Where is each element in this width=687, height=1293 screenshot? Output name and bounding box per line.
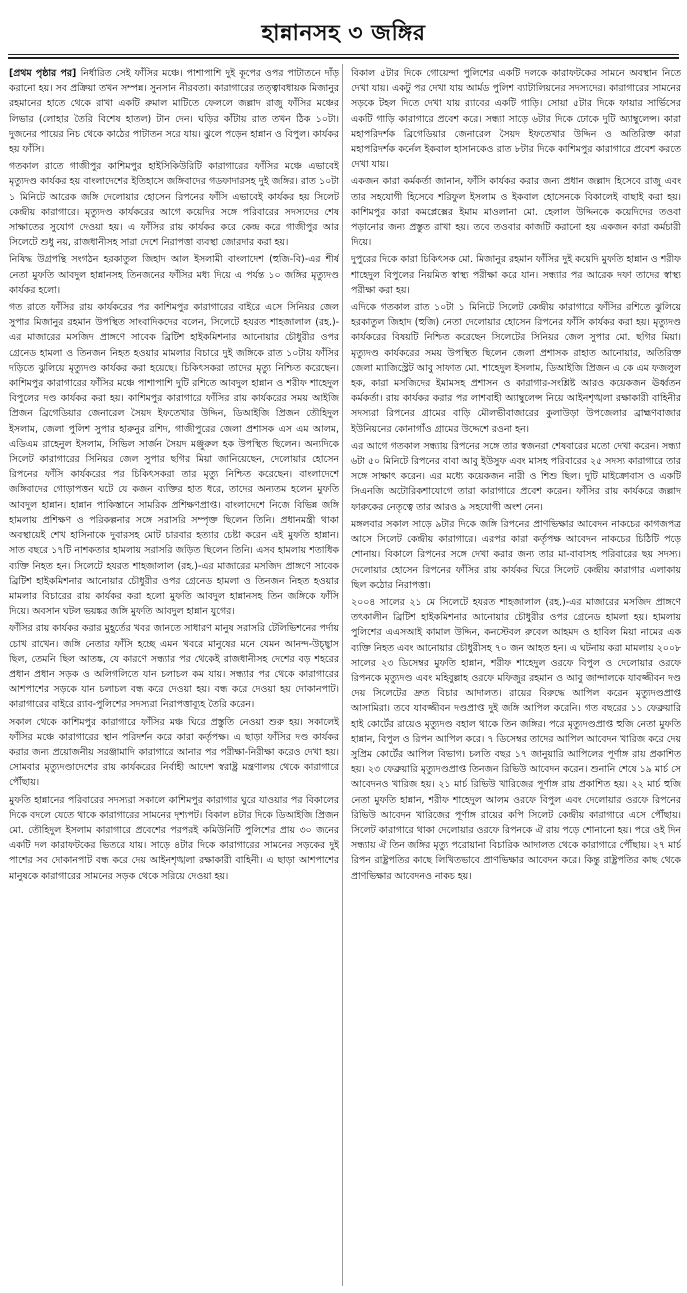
paragraph: সকাল থেকে কাশিমপুর কারাগারে ফাঁসির মঞ্চ ঘিরে প্রস্তুতি নেওয়া শুরু হয়। সকালেই ফাঁসির মঞ্চে কারাগারের স্থান পরিদর্শন করে কারা কর্তৃপক্ষ। এ ছাড়া ফাঁসির দণ্ড কার্যকর করার জন্য প্রয়োজনীয় সরঞ্জামাদি কারাগারে আনার পর পরীক্ষা-নিরীক্ষা করেও দেখা হয়। সোমবার মৃত্যুদণ্ডাদেশের রায় কার্যকরের নির্বাহী আদেশ স্বরাষ্ট্র মন্ত্রণালয় থেকে কারাগারে পৌঁছায়। — [9, 716, 339, 789]
headline-rule — [8, 54, 679, 55]
paragraph-text: নির্ধারিত সেই ফাঁসির মঞ্চে। পাশাপাশি দুই কূপের ওপর পাটাতনে দাঁড় করানো হয়। সব প্রক্রিয়া তখন সম্পন্ন। সুনসান নীরবতা। কারাগারের তত্ত্বাবধায়ক মিজানুর রহমানের হাতে থেকে রাখা একটি রুমাল মাটিতে ফেললে জল্লাদ রাজু ফাঁসির মঞ্চের লিভার (লোহার তৈরি বিশেষ হাতল) টান দেন। ঘড়ির কাঁটায় রাত তখন ঠিক ১০টা। দুজনের পায়ের নিচ থেকে কাঠের পাটাতন সরে যায়। ঝুলে পড়েন হান্নান ও বিপুল। কার্যকর হয় ফাঁসি। — [9, 68, 339, 156]
right-column — [351, 66, 681, 1282]
paragraph: এদিকে গতকাল রাত ১০টা ১ মিনিটে সিলেট কেন্দ্রীয় কারাগারে ফাঁসির রশিতে ঝুলিয়ে হরকাতুল জিহাদ (হুজি) নেতা দেলোয়ার হোসেন রিপনের ফাঁসি কার্যকর করা হয়। মৃত্যুদণ্ড কার্যকরের বিষয়টি নিশ্চিত করেছেন সিলেটের সিনিয়র জেল সুপার মো. ছগির মিয়া। মৃত্যুদণ্ড কার্যকরের সময় উপস্থিত ছিলেন জেলা প্রশাসক রাহাত আনোয়ার, অতিরিক্ত জেলা ম্যাজিস্ট্রেট আবু সাফাত মো. শাহেদুল ইসলাম, ডিআইজি প্রিজন এ কে এম ফজলুল হক, কারা মসজিদের ইমামসহ প্রশাসন ও কারাগার-সংশ্লিষ্ট আরও কয়েকজন ঊর্ধ্বতন কর্মকর্তা। রায় কার্যকর করার পর লাশবাহী অ্যাম্বুলেন্স নিয়ে আইনশৃঙ্খলা রক্ষাকারী বাহিনীর সদস্যরা রিপনের গ্রামের বাড়ি মৌলভীবাজারের কুলাউড়া উপজেলার ব্রাহ্মণবাজার ইউনিয়নের কোনাগাঁও গ্রামের উদ্দেশে রওনা হন। — [351, 302, 681, 435]
paragraph: গতকাল রাতে গাজীপুর কাশিমপুর হাইসিকিউরিটি কারাগারের ফাঁসির মঞ্চে এভাবেই মৃত্যুদণ্ড কার্যকর হয় বাংলাদেশের ইতিহাসে জঙ্গিবাদের গডফাদারসহ দুই জঙ্গির। রাত ১০টা ১ মিনিটে আরেক জঙ্গি দেলোয়ার হোসেন রিপনের ফাঁসি এভাবেই কার্যকর হয় সিলেট কেন্দ্রীয় কারাগারে। মৃত্যুদণ্ড কার্যকরের আগে কয়েদির সঙ্গে পরিবারের সদস্যদের শেষ সাক্ষাতের সুযোগ দেওয়া হয়। এ ফাঁসির রায় কার্যকর করে কেন্দ্র করে গাজীপুর আর সিলেটে শুধু নয়, রাজধানীসহ সারা দেশে নিরাপত্তা ব্যবস্থা জোরদার করা হয়। — [9, 161, 339, 249]
paragraph: নিষিদ্ধ উগ্রপন্থি সংগঠন হরকাতুল জিহাদ আল ইসলামী বাংলাদেশ (হুজি-বি)-এর শীর্ষ নেতা মুফতি আবদুল হান্নানসহ তিনজনের ফাঁসির মধ্য দিয়ে এ পর্যন্ত ১০ জঙ্গির মৃত্যুদণ্ড কার্যকর হলো। — [9, 254, 339, 296]
paragraph — [9, 66, 339, 157]
paragraph: মুফতি হান্নানের পরিবারের সদস্যরা সকালে কাশিমপুর কারাগার ঘুরে যাওয়ার পর বিকালের দিকে বদলে যেতে থাকে কারাগারের সামনের দৃশ্যপট। বিকাল ৪টার দিকে ডিআইজি প্রিজন মো. তৌহিদুল ইসলাম কারাগারে প্রবেশের পরপরই কমিউনিটি পুলিশের প্রায় ৩০ জনের একটি দল কারাফটকের ভিতরে যায়। সাড়ে ৪টার দিকে কারাগারের সামনের সড়কের দুই পাশের সব দোকানপাট বন্ধ করে দেয় আইনশৃঙ্খলা রক্ষাকারী বাহিনী। এ ছাড়া আশপাশের মানুষকে কারাগারের সামনের সড়ক থেকে সরিয়ে দেওয়া হয়। — [9, 794, 339, 882]
paragraph: মঙ্গলবার সকাল সাড়ে ৯টার দিকে জঙ্গি রিপনের প্রাণভিক্ষার আবেদন নাকচের কাগজপত্র আসে সিলেট কেন্দ্রীয় কারাগারে। এরপর কারা কর্তৃপক্ষ আবেদন নাকচের চিঠিটি পড়ে শোনায়। বিকালে রিপনের সঙ্গে দেখা করার জন্য তার মা-বাবাসহ পরিবারের ছয় সদস্য। দেলোয়ার হোসেন রিপনের ফাঁসির রায় কার্যকর ঘিরে সিলেট কেন্দ্রীয় কারাগার এলাকায় ছিল কঠোর নিরাপত্তা। — [351, 518, 681, 591]
paragraph: দুপুরের দিকে কারা চিকিৎসক মো. মিজানুর রহমান ফাঁসির দুই কয়েদি মুফতি হান্নান ও শরীফ শাহেদুল বিপুলের নিয়মিত স্বাস্থ্য পরীক্ষা করে যান। সন্ধ্যার পর আরেক দফা তাদের স্বাস্থ্য পরীক্ষা করা হয়। — [351, 254, 681, 296]
column-divider — [342, 64, 343, 1286]
paragraph: বিকাল ৫টার দিকে গোয়েন্দা পুলিশের একটি দলকে কারাফটকের সামনে অবস্থান নিতে দেখা যায়। একটু পর দেখা যায় আর্মড পুলিশ ব্যাটালিয়নের সদস্যদের। কারাগারের সামনের সড়কে টহল দিতে দেখা যায় র‌্যাবের একটি গাড়ি। সোয়া ৫টার দিকে ফায়ার সার্ভিসের একটি গাড়ি কারাগারে প্রবেশ করে। সন্ধ্যা সাড়ে ৬টার দিকে ঢোকে দুটি অ্যাম্বুলেন্স। কারা মহাপরিদর্শক ব্রিগেডিয়ার জেনারেল সৈয়দ ইফতেখার উদ্দিন ও অতিরিক্ত কারা মহাপরিদর্শক কর্নেল ইকবাল হাসানকেও রাত ৮টার দিকে কাশিমপুর কারাগারে প্রবেশ করতে দেখা যায়। — [351, 68, 681, 171]
paragraph: ২০০৪ সালের ২১ মে সিলেটে হযরত শাহজালাল (রহ.)-এর মাজারের মসজিদ প্রাঙ্গণে তৎকালীন ব্রিটিশ হাইকমিশনার আনোয়ার চৌধুরীর ওপর গ্রেনেড হামলা হয়। হামলায় পুলিশের এএসআই কামাল উদ্দিন, কনস্টেবল রুবেল আহমদ ও হাবিল মিয়া নামের এক ব্যক্তি নিহত এবং আনোয়ার চৌধুরীসহ ৭০ জন আহত হন। এ ঘটনায় করা মামলায় ২০০৮ সালের ২৩ ডিসেম্বর মুফতি হান্নান, শরীফ শাহেদুল ওরফে বিপুল ও দেলোয়ার ওরফে রিপনকে মৃত্যুদণ্ড এবং মহিবুল্লাহ ওরফে মফিজুর রহমান ও আবু জান্দালকে যাবজ্জীবন দণ্ড দেয় সিলেটের দ্রুত বিচার আদালত। রায়ের বিরুদ্ধে আপিল করেন মৃত্যুদণ্ডপ্রাপ্ত আসামিরা। তবে যাবজ্জীবন দণ্ডপ্রাপ্ত দুই জঙ্গি আপিল করেনি। গত বছরের ১১ ফেব্রুয়ারি হাই কোর্টের রায়েও মৃত্যুদণ্ড বহাল থাকে তিন জঙ্গির। পরে মৃত্যুদণ্ডপ্রাপ্ত হুজি নেতা মুফতি হান্নান, বিপুল ও রিপন আপিল করে। ৭ ডিসেম্বর তাদের আপিল আবেদন খারিজ করে দেয় সুপ্রিম কোর্টের আপিল বিভাগ। চলতি বছর ১৭ জানুয়ারি আপিলের পূর্ণাঙ্গ রায় প্রকাশিত হয়। ২৩ ফেব্রুয়ারি মৃত্যুদণ্ডপ্রাপ্ত তিনজন রিভিউ আবেদন করেন। শুনানি শেষে ১৯ মার্চ সে আবেদনও খারিজ হয়। ২১ মার্চ রিভিউ খারিজের পূর্ণাঙ্গ রায় প্রকাশিত হয়। ২২ মার্চ হুজি নেতা মুফতি হান্নান, শরীফ শাহেদুল আলম ওরফে বিপুল এবং দেলোয়ার ওরফে রিপনের রিভিউ আবেদন খারিজের পূর্ণাঙ্গ রায়ের কপি সিলেট কেন্দ্রীয় কারাগারে এসে পৌঁছায়। সিলেট কারাগারে থাকা দেলোয়ার ওরফে রিপনকে ঐ রায় পড়ে শোনানো হয়। পরে ওই দিন সন্ধ্যায় ঐ তিন জঙ্গির মৃত্যু পরোয়ানা বিচারিক আদালত থেকে কারাগারে পৌঁছায়। ২৭ মার্চ রিপন রাষ্ট্রপতির কাছে লিখিতভাবে প্রাণভিক্ষার আবেদন করে। কিন্তু রাষ্ট্রপতির কাছ থেকে প্রাণভিক্ষার আবেদনও নাকচ হয়। — [351, 596, 681, 882]
paragraph: একজন কারা কর্মকর্তা জানান, ফাঁসি কার্যকর করার জন্য প্রধান জল্লাদ হিসেবে রাজু এবং তার সহযোগী হিসেবে শরিফুল ইসলাম ও ইকবাল হোসেনকে বিকালেই বাছাই করা হয়। কাশিমপুর কারা কমপ্লেক্সের ইমাম মাওলানা মো. হেলাল উদ্দিনকে কয়েদিদের তওবা পড়ানোর জন্য প্রস্তুত রাখা হয়। তবে তওবার কাজটি করানো হয় একজন কারা কর্মচারী দিয়ে। — [351, 176, 681, 249]
article-headline: হান্নানসহ ৩ জঙ্গির — [261, 21, 426, 46]
paragraph: ফাঁসির রায় কার্যকর করার মুহূর্তের খবর জানতে সাধারণ মানুষ সরাসরি টেলিভিশনের পর্দায় চোখ রাখেন। জঙ্গি নেতার ফাঁসি হচ্ছে এমন খবরে মানুষের মনে যেমন আনন্দ-উচ্ছ্বাস ছিল, তেমনি ছিল আতঙ্ক, যে কারণে সন্ধ্যার পর থেকেই রাজধানীসহ দেশের বড় শহরের প্রধান প্রধান সড়ক ও অলিগলিতে যান চলাচল কম যায়। সন্ধ্যার পর থেকে কারাগারের আশপাশের সড়কে যান চলাচল বন্ধ করে দেওয়া হয়। বন্ধ করে দেওয়া হয় দোকানপাট। কারাগারের বাইরে র‌্যাব-পুলিশের সদস্যরা নিরাপত্তাব্যূহ তৈরি করেন। — [9, 623, 339, 711]
left-column — [9, 66, 339, 1282]
headline-rule-thick — [8, 57, 679, 59]
paragraph: গত রাতে ফাঁসির রায় কার্যকরের পর কাশিমপুর কারাগারের বাইরে এসে সিনিয়র জেল সুপার মিজানুর রহমান উপস্থিত সাংবাদিকদের বলেন, সিলেটে হযরত শাহজালাল (রহ.)-এর মাজারের মসজিদ প্রাঙ্গণে সাবেক ব্রিটিশ হাইকমিশনার আনোয়ার চৌধুরীর ওপর গ্রেনেড হামলা ও তিনজন নিহত হওয়ার মামলার বিচারে দুই জঙ্গিকে রাত ১০টায় ফাঁসির দড়িতে ঝুলিয়ে মৃত্যুদণ্ড কার্যকর করা হয়েছে। চিকিৎসকরা তাদের মৃত্যু নিশ্চিত করেছেন। কাশিমপুর কারাগারের ফাঁসির মঞ্চে পাশাপাশি দুটি রশিতে আবদুল হান্নান ও শরীফ শাহেদুল বিপুলের দণ্ড কার্যকর করা হয়। কাশিমপুর কারাগারে ফাঁসির রায় কার্যকরের সময় আইজি প্রিজন ব্রিগেডিয়ার জেনারেল সৈয়দ ইফতেখার উদ্দিন, ডিআইজি প্রিজন তৌহিদুল ইসলাম, জেলা পুলিশ সুপার হারুনুর রশিদ, গাজীপুরের জেলা প্রশাসক এস এম আলম, এডিএম রাহেনুল ইসলাম, সিভিল সার্জন সৈয়দ মঞ্জুরুল হক উপস্থিত ছিলেন। অন্যদিকে সিলেট কারাগারের সিনিয়র জেল সুপার ছগির মিয়া জানিয়েছেন, দেলোয়ার হোসেন রিপনের ফাঁসি কার্যকরের পর চিকিৎসকরা তার মৃত্যু নিশ্চিত করেছেন। বাংলাদেশে জঙ্গিবাদের গোড়াপত্তন ঘটে যে কজন ব্যক্তির হাত ধরে, তাদের অন্যতম হলেন মুফতি আবদুল হান্নান। হান্নান পাকিস্তানে সামরিক প্রশিক্ষণপ্রাপ্ত। বাংলাদেশে নিজে বিভিন্ন জঙ্গি হামলায় প্রশিক্ষণ ও পরিকল্পনার সঙ্গে সরাসরি সম্পৃক্ত ছিলেন তিনি। প্রধানমন্ত্রী থাকা অবস্থায়েই শেখ হাসিনাকে দুবারসহ মোট চারবার হত্যার চেষ্টা করেন এই মুফতি হান্নান। সাত বছরে ১৭টি নাশকতার হামলায় সরাসরি জড়িত ছিলেন তিনি। এসব হামলায় শতাধিক ব্যক্তি নিহত হন। সিলেটে হযরত শাহজালাল (রহ.)-এর মাজারের মসজিদ প্রাঙ্গণে সাবেক ব্রিটিশ হাইকমিশনার আনোয়ার চৌধুরীর ওপর গ্রেনেড হামলা ও তিনজন নিহত হওয়ার মামলার বিচারের রায় কার্যকর করা হলো মুফতি আবদুল হান্নানসহ তিন জঙ্গিকে ফাঁসি দিয়ে। অবসান ঘটল ভয়ঙ্কর জঙ্গি মুফতি আবদুল হান্নান যুগের। — [9, 302, 339, 618]
continuation-kicker: [ প্রথম পৃষ্ঠার পর ] — [9, 68, 81, 79]
paragraph: এর আগে গতকাল সন্ধ্যায় রিপনের সঙ্গে তার স্বজনরা শেষবারের মতো দেখা করেন। সন্ধ্যা ৬টা ৫০ মিনিটে রিপনের বাবা আবু ইউসুফ এবং মাসহ পরিবারের ২৫ সদস্য কারাগারে তার সঙ্গে সাক্ষাৎ করেন। এর মধ্যে কয়েকজন নারী ও শিশু ছিল। দুটি মাইক্রোবাস ও একটি সিএনজি অটোরিকশাযোগে তারা কারাগারে প্রবেশ করেন। ফাঁসির রায় কার্যকরে জল্লাদ ফারুকের নেতৃত্বে তার আরও ৯ সহযোগী অংশ নেন। — [351, 440, 681, 513]
